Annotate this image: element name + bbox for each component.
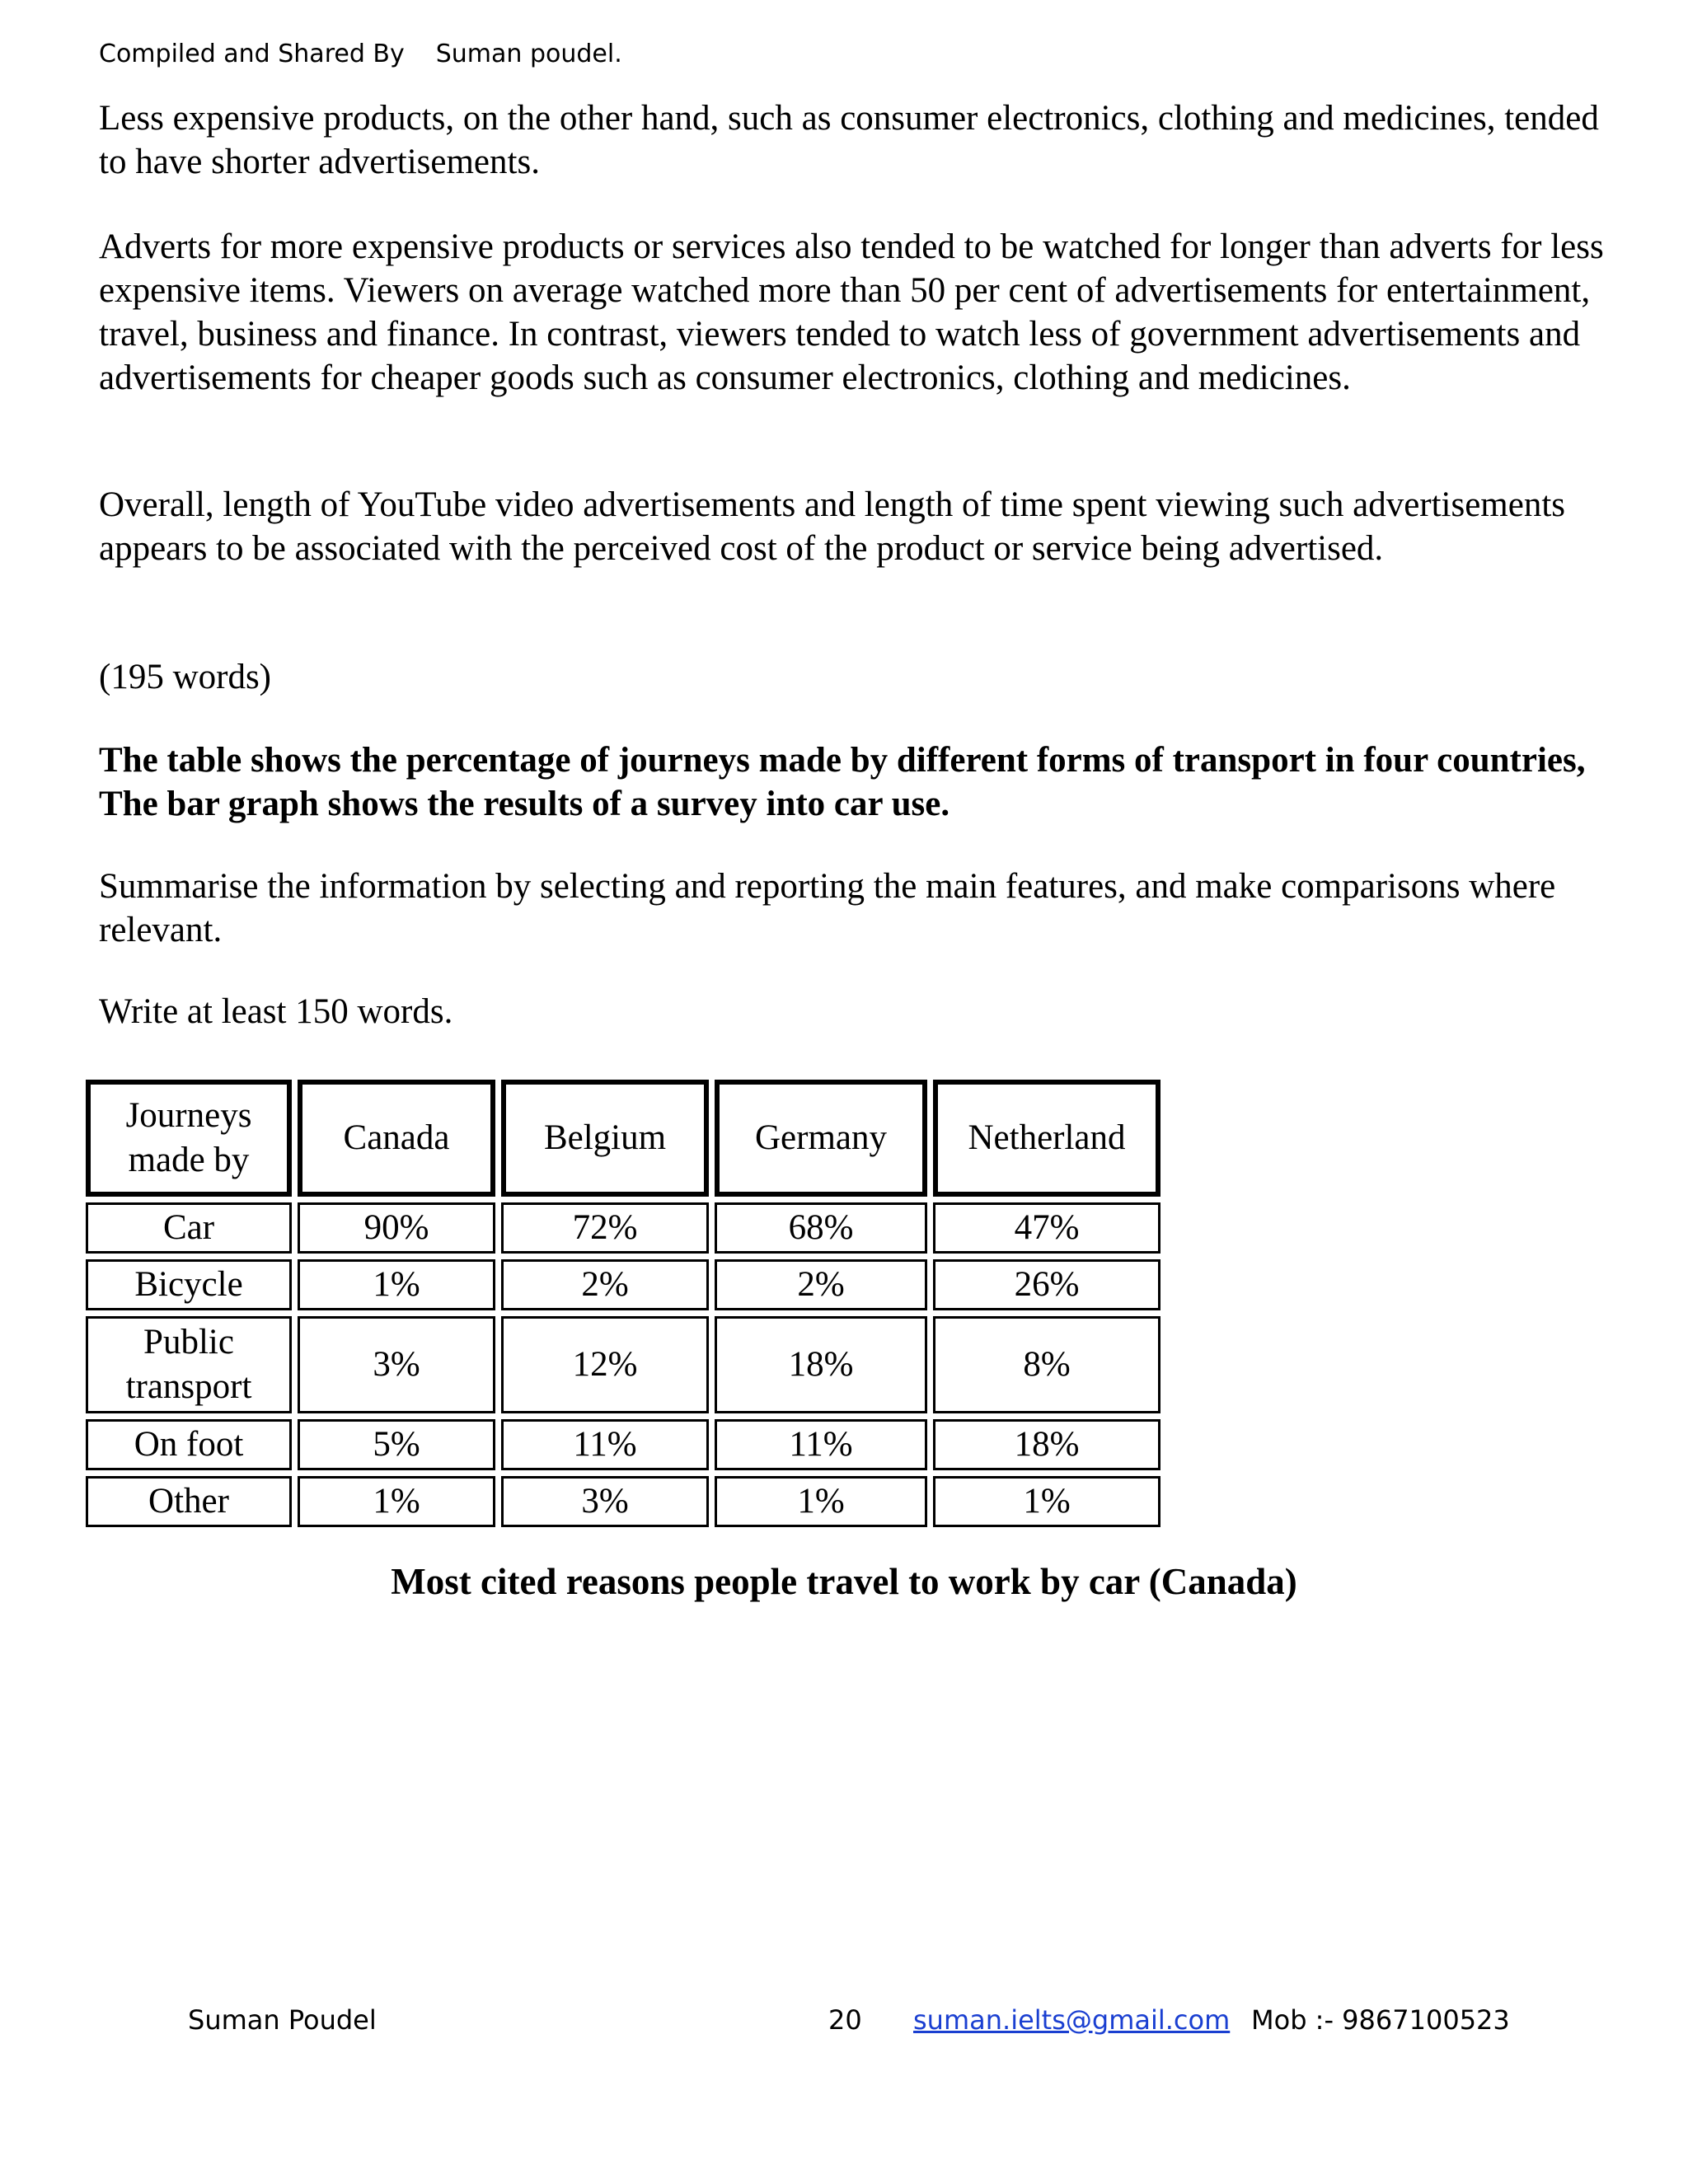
table-cell: 3% xyxy=(298,1316,495,1413)
paragraph-2: Adverts for more expensive products or services also tended to be watched for longer than adverts for less expensive items. Viewers on average watched more than 50 per cent of advertisements for entertainment, travel, business and finance. In contrast, viewers tended to watch less of government advertisements and advertisements for cheaper goods such as consumer electronics, clothing and medicines. xyxy=(99,227,1604,397)
task-prompt: The table shows the percentage of journeys made by different forms of transport in four countries, The bar graph shows the results of a survey into car use. xyxy=(99,741,1586,823)
word-count: (195 words) xyxy=(99,658,271,696)
journeys-table xyxy=(86,1080,1160,1527)
table-row xyxy=(86,1202,1160,1254)
table-header-cell: Canada xyxy=(298,1080,495,1197)
table-cell: On foot xyxy=(86,1419,292,1470)
table-header-cell: Belgium xyxy=(501,1080,709,1197)
table-cell: 3% xyxy=(501,1476,709,1527)
table-cell: 1% xyxy=(933,1476,1160,1527)
table-cell: 1% xyxy=(715,1476,927,1527)
table-cell: 11% xyxy=(715,1419,927,1470)
header-author-name: Suman poudel. xyxy=(435,40,622,68)
table-cell: Car xyxy=(86,1202,292,1254)
task-instruction: Summarise the information by selecting and reporting the main features, and make comparisons where relevant. xyxy=(99,867,1556,949)
table-header-cell: Netherland xyxy=(933,1080,1160,1197)
table-row xyxy=(86,1316,1160,1413)
table-cell: 8% xyxy=(933,1316,1160,1413)
table-cell: 18% xyxy=(933,1419,1160,1470)
table-cell: Public transport xyxy=(86,1316,292,1413)
table-cell: 2% xyxy=(715,1259,927,1310)
header-label: Compiled and Shared By xyxy=(99,40,405,68)
table-cell: 72% xyxy=(501,1202,709,1254)
table-cell: 11% xyxy=(501,1419,709,1470)
table-cell: 18% xyxy=(715,1316,927,1413)
paragraph-1: Less expensive products, on the other hand, such as consumer electronics, clothing and medicines, tended to have shorter advertisements. xyxy=(99,99,1599,181)
table-row xyxy=(86,1419,1160,1470)
table-cell: Other xyxy=(86,1476,292,1527)
table-cell: Bicycle xyxy=(86,1259,292,1310)
table-row xyxy=(86,1259,1160,1310)
table-cell: 26% xyxy=(933,1259,1160,1310)
table-header-row xyxy=(86,1080,1160,1197)
table-cell: 12% xyxy=(501,1316,709,1413)
table-cell: 2% xyxy=(501,1259,709,1310)
page-number: 20 xyxy=(828,2004,862,2036)
paragraph-3: Overall, length of YouTube video advertisements and length of time spent viewing such advertisements appears to be associated with the perceived cost of the product or service being advertised. xyxy=(99,485,1566,568)
table-cell: 90% xyxy=(298,1202,495,1254)
table-cell: 1% xyxy=(298,1476,495,1527)
footer-author: Suman Poudel xyxy=(188,2004,377,2036)
page-header xyxy=(99,40,622,68)
footer-mobile: Mob :- 9867100523 xyxy=(1251,2004,1510,2036)
table-header-cell: Journeys made by xyxy=(86,1080,292,1197)
table-cell: 68% xyxy=(715,1202,927,1254)
table-cell: 47% xyxy=(933,1202,1160,1254)
email-link[interactable]: suman.ielts@gmail.com xyxy=(913,2004,1231,2036)
table-header-cell: Germany xyxy=(715,1080,927,1197)
word-limit: Write at least 150 words. xyxy=(99,992,453,1031)
table-row xyxy=(86,1476,1160,1527)
table-cell: 5% xyxy=(298,1419,495,1470)
table-cell: 1% xyxy=(298,1259,495,1310)
chart-title: Most cited reasons people travel to work by car (Canada) xyxy=(391,1561,1297,1602)
